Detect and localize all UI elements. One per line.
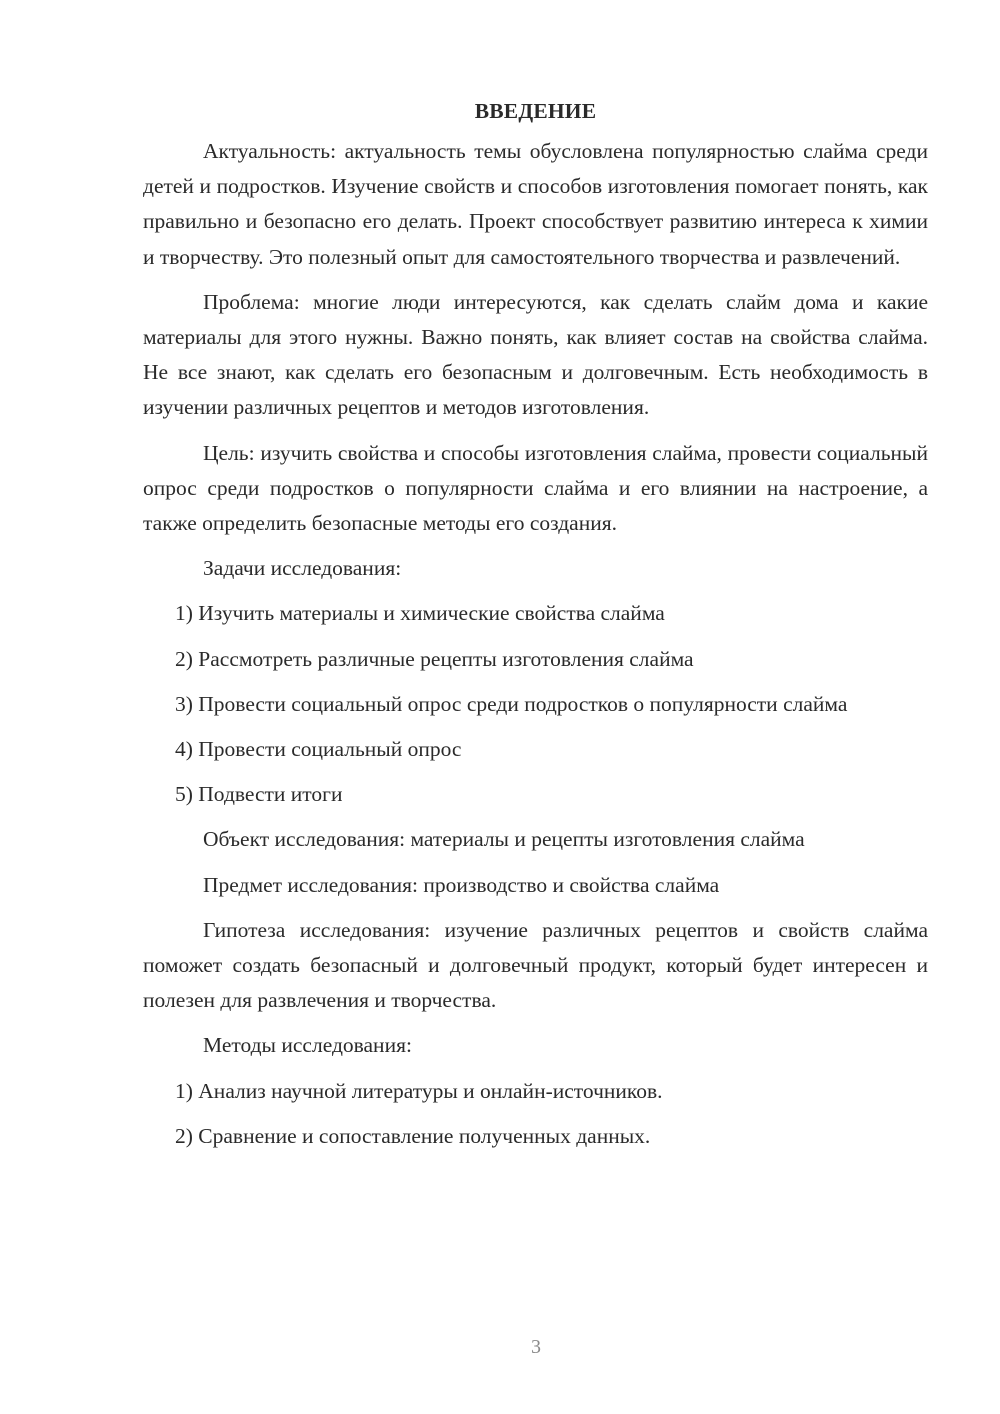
task-item: 4) Провести социальный опрос [175, 737, 462, 762]
page-number: 3 [531, 1336, 541, 1358]
problem-paragraph: Проблема: многие люди интересуются, как сделать слайм дома и какие материалы для этого нужны. Важно понять, как влияет состав на свойства слайма. Не все знают, как сделать его безопасным и долговечным. Есть необходимость в изучении различных рецептов и методов изготовления. [143, 289, 928, 420]
section-title: ВВЕДЕНИЕ [474, 99, 597, 123]
task-item: 2) Рассмотреть различные рецепты изготовления слайма [175, 646, 694, 671]
research-object: Объект исследования: материалы и рецепты изготовления слайма [203, 827, 805, 852]
methods-heading: Методы исследования: [203, 1033, 412, 1058]
research-subject: Предмет исследования: производство и свойства слайма [203, 872, 720, 897]
hypothesis-paragraph: Гипотеза исследования: изучение различных рецептов и свойств слайма поможет создать безопасный и долговечный продукт, который будет интересен и полезен для развлечения и творчества. [143, 917, 928, 1013]
task-item: 5) Подвести итоги [175, 782, 343, 807]
tasks-heading: Задачи исследования: [203, 556, 402, 581]
relevance-paragraph: Актуальность: актуальность темы обусловлена популярностью слайма среди детей и подростков. Изучение свойств и способов изготовления помогает понять, как правильно и безопасно его делать. Проект способствует развитию интереса к химии и творчеству. Это полезный опыт для самостоятельного творчества и развлечений. [143, 139, 928, 269]
task-item: 3) Провести социальный опрос среди подростков о популярности слайма [175, 691, 848, 716]
method-item: 2) Сравнение и сопоставление полученных данных. [175, 1123, 651, 1148]
page-body [143, 96, 928, 1164]
goal-paragraph: Цель: изучить свойства и способы изготовления слайма, провести социальный опрос среди подростков о популярности слайма и его влиянии на настроение, а также определить безопасные методы его создания. [143, 440, 928, 536]
task-item: 1) Изучить материалы и химические свойства слайма [175, 601, 665, 626]
method-item: 1) Анализ научной литературы и онлайн-источников. [175, 1078, 663, 1103]
